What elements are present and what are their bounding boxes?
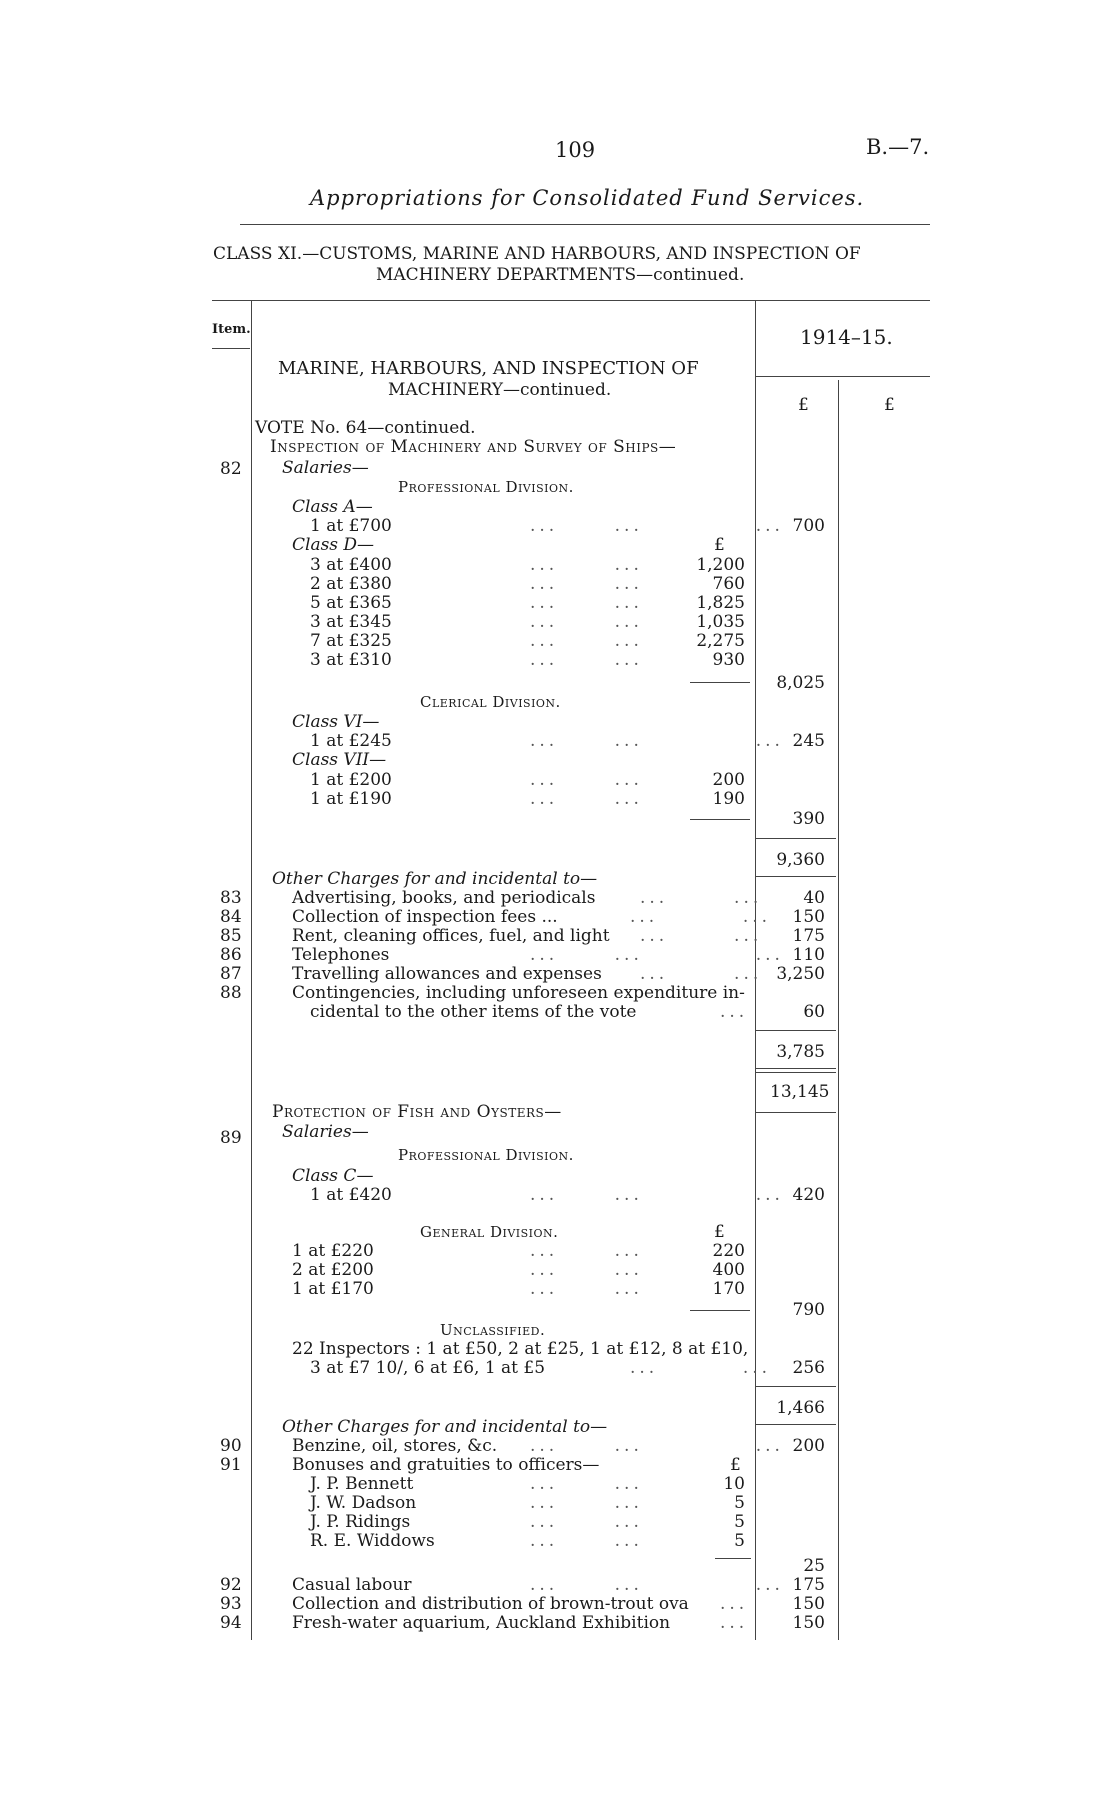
charge-label: Bonuses and gratuities to officers— [292,1455,600,1475]
bonus-total: 25 [803,1556,825,1576]
charge-item-number: 91 [220,1455,242,1475]
other-charges-heading: Other Charges for and incidental to— [282,1417,608,1437]
charge-value: 40 [803,888,825,908]
total-rule [756,1030,836,1031]
salary-row-subtotal: 170 [712,1279,745,1299]
charge-value: 175 [792,1575,825,1595]
leader-dots: ... ... [530,593,643,613]
class-heading: Class VII— [292,750,387,770]
salaries-total: 1,466 [776,1398,825,1418]
money-column-rule [838,380,839,1640]
charge-item-number: 92 [220,1575,242,1595]
item-column-header: Item. [212,322,251,337]
leader-dots: ... ... ... [530,1185,784,1205]
class-heading: Class VI— [292,712,380,732]
salaries-total: 9,360 [776,850,825,870]
salary-row-label: 1 at £245 [310,731,392,751]
leader-dots: ... ... [530,574,643,594]
total-rule [756,1072,836,1073]
salary-row-label: 5 at £365 [310,593,392,613]
total-rule [756,1112,836,1113]
leader-dots: ... [720,1002,749,1022]
charge-value: 200 [792,1436,825,1456]
salary-row-total: 245 [792,731,825,751]
charge-label: Benzine, oil, stores, &c. [292,1436,498,1456]
leader-dots: ... [720,1594,749,1614]
inspectors-row: 22 Inspectors : 1 at £50, 2 at £25, 1 at £12, 8 at £10, [292,1339,749,1359]
leader-dots: ... ... [530,1279,643,1299]
leader-dots: ... ... [530,555,643,575]
division-heading: Unclassified. [440,1321,546,1339]
salary-row-subtotal: 1,200 [696,555,745,575]
leader-dots: ... ... [640,888,763,908]
pound-header-1: £ [798,395,809,415]
leader-dots: ... ... [530,1260,643,1280]
subtotal-rule [715,1558,751,1559]
total-rule [756,1068,836,1069]
salary-row-label: 2 at £200 [292,1260,374,1280]
charge-label: Travelling allowances and expenses [292,964,602,984]
charge-value: 3,250 [776,964,825,984]
salary-row-subtotal: 220 [712,1241,745,1261]
subtotal-rule [690,819,750,820]
subtotal-rule [690,1310,750,1311]
leader-dots: ... ... [530,1512,643,1532]
bonus-amount: 5 [734,1512,745,1532]
charge-label: Telephones [292,945,390,965]
division-heading: General Division. [420,1223,559,1241]
charge-label: Collection of inspection fees ... [292,907,558,927]
charge-value: 150 [792,1594,825,1614]
salary-row-subtotal: 1,035 [696,612,745,632]
charge-item-number: 83 [220,888,242,908]
salary-row-label: 1 at £170 [292,1279,374,1299]
salary-row-subtotal: 400 [712,1260,745,1280]
document-reference: B.—7. [866,135,930,159]
class-total: 8,025 [776,673,825,693]
salary-row-label: 1 at £190 [310,789,392,809]
pound-subcolumn-label: £ [714,535,725,555]
leader-dots: ... ... [530,650,643,670]
class-heading: Class D— [292,535,375,555]
year-header-rule [756,376,930,377]
leader-dots: ... ... [530,1531,643,1551]
salary-row-label: 3 at £400 [310,555,392,575]
total-rule [756,1424,836,1425]
charge-item-number: 94 [220,1613,242,1633]
item-column-rule [251,300,252,1640]
charges-total: 3,785 [776,1042,825,1062]
leader-dots: ... ... ... [530,1575,784,1595]
inspectors-row-continued: 3 at £7 10/, 6 at £6, 1 at £5 [310,1358,546,1378]
charge-label: Collection and distribution of brown-trout ova [292,1594,689,1614]
division-heading: Professional Division. [398,478,574,496]
leader-dots: ... ... [640,926,763,946]
salary-row-subtotal: 190 [712,789,745,809]
bonus-amount: 5 [734,1493,745,1513]
salary-row-subtotal: 1,825 [696,593,745,613]
section-title-line-1: MARINE, HARBOURS, AND INSPECTION OF [278,358,699,379]
charge-item-number: 85 [220,926,242,946]
leader-dots: ... ... [530,631,643,651]
subhead-inspection: Inspection of Machinery and Survey of Ships— [270,437,677,457]
pound-subcolumn-label: £ [714,1222,725,1242]
salaries-heading: Salaries— [282,1122,369,1142]
leader-dots: ... ... ... [530,945,784,965]
total-rule [756,876,836,877]
salaries-heading: Salaries— [282,458,369,478]
leader-dots: ... ... ... [530,731,784,751]
leader-dots: ... ... ... [530,1436,784,1456]
bonus-recipient: J. W. Dadson [310,1493,417,1513]
salary-row-label: 3 at £310 [310,650,392,670]
leader-dots: ... ... [530,1241,643,1261]
leader-dots: ... ... [530,612,643,632]
leader-dots: ... [720,1613,749,1633]
table-top-rule [212,300,930,301]
charge-value: 175 [792,926,825,946]
salary-row-subtotal: 200 [712,770,745,790]
page-number: 109 [555,138,596,162]
charge-item-number: 84 [220,907,242,927]
division-heading: Clerical Division. [420,693,561,711]
inspectors-total: 256 [792,1358,825,1378]
salary-row-total: 700 [792,516,825,536]
page-title: Appropriations for Consolidated Fund Services. [310,186,865,210]
bonus-recipient: J. P. Bennett [310,1474,414,1494]
leader-dots: ... ... [630,907,772,927]
charge-item-number: 87 [220,964,242,984]
item-number: 89 [220,1128,242,1148]
class-heading-line-2: MACHINERY DEPARTMENTS—continued. [376,265,745,285]
bonus-amount: 5 [734,1531,745,1551]
charge-item-number: 93 [220,1594,242,1614]
salary-row-total: 420 [792,1185,825,1205]
division-heading: Professional Division. [398,1146,574,1164]
charge-label: Rent, cleaning offices, fuel, and light [292,926,610,946]
item-number: 82 [220,459,242,479]
salary-row-subtotal: 760 [712,574,745,594]
class-total: 390 [792,809,825,829]
class-heading: Class C— [292,1166,374,1186]
charge-label: Advertising, books, and periodicals [292,888,596,908]
charge-value: 150 [792,907,825,927]
charge-value: 150 [792,1613,825,1633]
leader-dots: ... ... [530,1474,643,1494]
salary-row-label: 1 at £220 [292,1241,374,1261]
class-heading: Class A— [292,497,373,517]
leader-dots: ... ... [530,770,643,790]
leader-dots: ... ... [640,964,763,984]
total-rule [756,838,836,839]
charge-label: Fresh-water aquarium, Auckland Exhibition [292,1613,671,1633]
charge-item-number: 86 [220,945,242,965]
title-rule [240,224,930,225]
salary-row-label: 1 at £420 [310,1185,392,1205]
salary-row-subtotal: 2,275 [696,631,745,651]
vote-number: VOTE No. 64—continued. [255,418,476,438]
pound-subcolumn-label: £ [730,1455,741,1475]
total-rule [756,1386,836,1387]
salary-row-label: 7 at £325 [310,631,392,651]
subhead-fish-oysters: Protection of Fish and Oysters— [272,1102,562,1122]
charge-label: Contingencies, including unforeseen expenditure in- [292,983,745,1003]
salary-row-subtotal: 930 [712,650,745,670]
bonus-recipient: J. P. Ridings [310,1512,411,1532]
bonus-amount: 10 [723,1474,745,1494]
salary-row-label: 1 at £700 [310,516,392,536]
class-total: 790 [792,1300,825,1320]
subtotal-rule [690,682,750,683]
charge-value: 60 [803,1002,825,1022]
year-column-header: 1914–15. [800,325,893,349]
charge-item-number: 90 [220,1436,242,1456]
charge-label-continued: cidental to the other items of the vote [310,1002,637,1022]
section-total: 13,145 [770,1082,830,1102]
salary-row-label: 1 at £200 [310,770,392,790]
charge-item-number: 88 [220,983,242,1003]
leader-dots: ... ... [530,1493,643,1513]
class-heading-line-1: CLASS XI.—CUSTOMS, MARINE AND HARBOURS, AND INSPECTION OF [213,244,861,264]
section-title-line-2: MACHINERY—continued. [388,380,612,400]
leader-dots: ... ... [530,789,643,809]
salary-row-label: 3 at £345 [310,612,392,632]
other-charges-heading: Other Charges for and incidental to— [272,869,598,889]
leader-dots: ... ... ... [530,516,784,536]
leader-dots: ... ... [630,1358,772,1378]
item-header-rule [212,348,250,349]
bonus-recipient: R. E. Widdows [310,1531,435,1551]
pound-header-2: £ [884,395,895,415]
charge-label: Casual labour [292,1575,412,1595]
salary-row-label: 2 at £380 [310,574,392,594]
charge-value: 110 [792,945,825,965]
